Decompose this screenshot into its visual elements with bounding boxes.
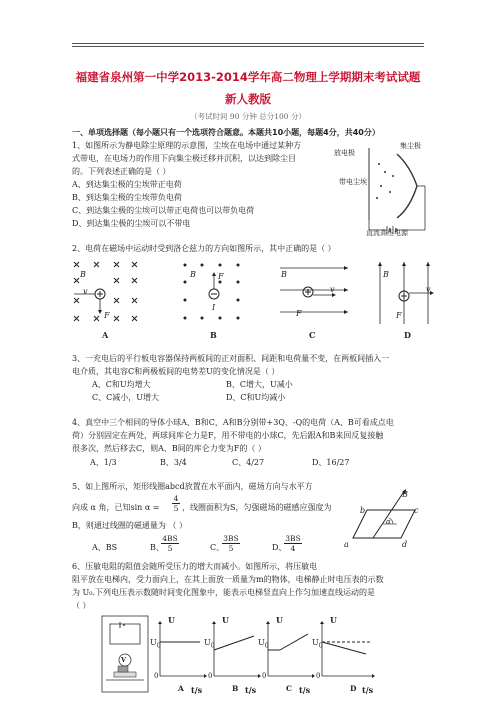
q5-figure-coil [345,488,425,552]
q4-line-3: 很多次，然后移去C，则A、B间的库仑力变为F的（ ） [72,444,266,453]
q5-fraction-num: 4 [173,494,179,503]
q2c-b-label: B [281,270,287,279]
q5-fig-c: c [414,506,419,515]
q2-stem: 2、电荷在磁场中运动时受到洛仑兹力的方向如图所示，其中正确的是（ ） [72,244,336,253]
q6a-u0-u: U [150,638,157,647]
q3-option-d: D、C和U均减小 [226,393,286,402]
q1-option-a: A、到达集尘极的尘埃带正电荷 [72,180,182,189]
q5-line-1: 5、如上图所示，矩形线圈abcd放置在水平面内，磁场方向与水平方 [72,482,313,491]
q5-line-2-post: ，线圈面积为S，匀强磁场的磁感应强度为 [182,503,332,512]
q5-fig-d: d [402,540,408,549]
q6d-u0-u: U [312,638,319,647]
q5-option-d-num: 3BS [285,534,301,543]
field-line-b [373,490,405,538]
header-rule-top [72,43,424,44]
q2d-v-label: v [426,285,431,294]
q6-graph-label-a: A [178,684,184,693]
q4-option-b: B、3/4 [160,458,187,467]
q2-panel-label-c: C [309,330,316,340]
q5-fig-alpha: α [386,518,391,526]
q6b-u0-sub: 0 [210,642,215,650]
q2-panel-label-d: D [404,330,411,340]
label-collector-electrode: 集尘极 [400,142,421,150]
q2b-b-label: B [190,270,196,279]
page-subtitle: 新人教版 [225,92,271,106]
q6d-t-axis: t/s [362,685,374,695]
page-title: 福建省泉州第一中学2013-2014学年高二物理上学期期末考试试题 [75,70,421,84]
q6b-origin: 0 [208,672,213,680]
q6d-u-axis: U [330,615,337,625]
q4-line-2: 荷）分别固定在两处，两球间库仑力是F，用不带电的小球C，先后跟A和B来回反复接触 [72,431,384,440]
q3-option-a: A、C和U均增大 [92,380,151,389]
q6-graph-label-d: D [350,684,357,693]
q1-option-b: B、到达集尘极的尘埃带负电荷 [72,193,182,202]
collector-electrode [397,154,417,218]
q5-line-2-pre: 向成 α 角，已知sin α = [72,503,160,512]
q2a-f-label: F [104,311,110,320]
q6c-t-axis: t/s [299,685,311,695]
q5-option-c-frac [222,534,240,553]
q6c-u0-u: U [258,638,265,647]
q6a-u0 [150,636,161,653]
q3-line-1: 3、一充电后的平行板电容器保持两板间的正对面积、间距和电荷量不变，在两板间插入一 [72,354,390,363]
q5-option-d-frac [284,534,302,553]
q1-option-d: D、到达集尘极的尘埃可以不带电 [72,219,191,228]
q6a-u-axis: U [168,615,175,625]
q2b-f-label: F [218,272,224,281]
q2a-v-label: v [83,287,88,296]
q5-option-b-frac [161,534,179,553]
q4-option-a: A、1/3 [90,458,117,467]
q2d-b-label: B [383,270,389,279]
q3-option-b: B、C增大，U减小 [226,380,293,389]
q2d-f-label: F [396,311,402,320]
voltmeter-label: V [121,656,127,664]
q6c-u-axis: U [276,615,283,625]
q6-line-1: 6、压敏电阻的阻值会随所受压力的增大而减小。如图所示，将压敏电 [72,562,318,571]
q6b-t-axis: t/s [245,685,257,695]
q1-line-2: 式带电，在电场力的作用下向集尘极迁移并沉积，以达到除尘目 [72,154,296,163]
q6-line-4: （ ） [72,601,91,610]
q1-option-c: C、到达集尘极的尘埃可以带正电荷也可以带负电荷 [72,206,255,215]
q6d-origin: 0 [316,672,321,680]
q5-option-c-prefix: C、 [210,543,225,552]
q3-option-c: C、C减小，U增大 [92,393,159,402]
q5-fig-b-corner: b [360,506,366,515]
q6d-u0 [312,636,323,653]
q5-option-b-num: 4BS [162,534,178,543]
q5-option-b-den: 5 [167,544,173,553]
q6-graph-label-c: C [286,684,292,693]
q6-line-3: 为 U₀.下列电压表示数随时间变化图象中，能表示电梯竖直向上作匀加速直线运动的是 [72,588,376,597]
q6-graph-label-b: B [232,684,239,693]
q2a-b-label: B [80,270,86,279]
q6b-u0 [204,636,215,653]
q6c-u0-sub: 0 [264,642,269,650]
q5-fraction [172,494,180,513]
q1-line-1: 1、如图所示为静电除尘原理的示意图，尘埃在电场中通过某种方 [72,141,302,150]
q6a-t-axis: t/s [191,685,203,695]
q2-panel-label-b: B [210,330,217,340]
q5-fraction-den: 5 [173,504,179,513]
q6a-origin: 0 [154,672,159,680]
q5-option-d-den: 4 [290,544,296,553]
q6-line-2: 阻平放在电梯内，受力面向上，在其上面放一质量为m的物体，电梯静止时电压表的示数 [72,575,384,584]
q5-option-d-prefix: D、 [272,543,287,552]
q2c-v-label: v [330,285,335,294]
label-dc-source: 直流高压电源 [366,229,408,237]
q5-option-a: A、BS [92,543,118,552]
section-heading: 一、单项选择题（每小题只有一个选项符合题意。本题共10小题，每题4分，共40分） [72,128,380,137]
q5-line-3: B，则通过线圈的磁通量为 （ ） [72,521,187,530]
q6a-u0-sub: 0 [156,642,161,650]
q6c-origin: 0 [262,672,267,680]
q1-line-3: 的。下列表述正确的是（ ） [72,167,171,176]
exam-info: （考试时间 90 分钟 总分100 分） [190,112,306,121]
q4-option-c: C、4/27 [232,458,265,467]
q2c-f-label: F [296,309,302,318]
label-charged-dust: 带电尘埃 [339,178,367,186]
q4-option-d: D、16/27 [312,458,350,467]
label-discharge-electrode: 放电极 [334,149,355,157]
header-rule-bottom [72,46,424,47]
q5-fig-b: B [402,490,408,499]
q2b-i-label: I [212,303,216,312]
q2-panel-c [278,262,350,324]
q4-line-1: 4、真空中三个相同的导体小球A、B和C，A和B分别带+3Q、-Q的电荷（A、B可看成点电 [72,418,394,427]
q6-graph-d [314,620,378,684]
q3-line-2: 电介质，其电容C和两极板间的电势差U的变化情况是（ ） [72,367,280,376]
q6b-u0-u: U [204,638,211,647]
q6d-u0-sub: 0 [318,642,323,650]
q5-option-b-prefix: B、 [150,543,164,552]
q6c-u0 [258,636,269,653]
q2-panel-label-a: A [102,330,109,340]
q5-option-c-num: 3BS [223,534,239,543]
q6b-u-axis: U [222,615,229,625]
q5-fig-a: a [344,540,349,549]
q5-option-c-den: 5 [228,544,234,553]
